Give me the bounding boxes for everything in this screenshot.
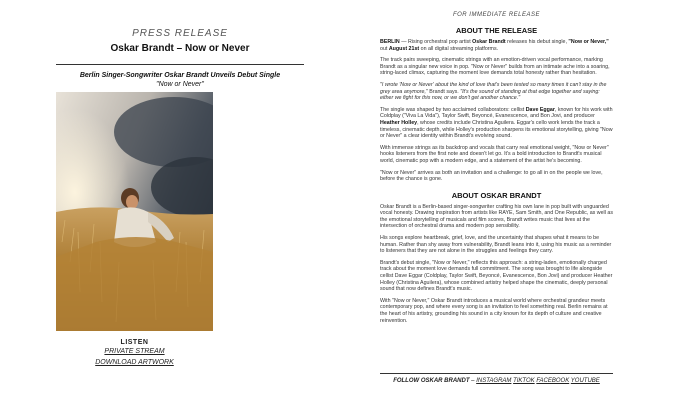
artist-name: Oskar Brandt: [472, 39, 506, 45]
text-span: The single was shaped by two acclaimed collaborators: cellist: [380, 106, 526, 113]
text-span: out: [380, 45, 389, 52]
collaborator-name: Dave Eggar: [525, 106, 555, 113]
text-span: , whose credits include Christina Aguilera. Eggar's cello work lends the track a timeless, cinematic depth, while Holley's production sharpens its emotional storytelling, giving "Now or Never" a clear identity within Brandt's evolving sound.: [380, 119, 613, 140]
quote: "It's the sound of standing at that edge together and saying: either we fight for this now, or we don't get another chance.": [380, 88, 600, 102]
release-date: August 21st: [388, 45, 420, 52]
collaborator-name: Heather Holley: [380, 119, 418, 126]
subheadline-single: "Now or Never": [156, 81, 204, 88]
listen-section: [56, 339, 213, 368]
artist-paragraph-3: Brandt's debut single, "Now or Never," reflects this approach: a string-laden, emotionally charged track about the moment love demands full commitment. The song was brought to life alongside cellist Dave Eggar (Coldplay, Taylor Swift, Beyoncé, Evanescence, Bon Jovi) and producer Heather Holley (Christina Aguilera), whose combined artistry helped shape the cinematic, deeply personal sound that now defines Brandt's music.: [380, 259, 613, 293]
text-span: releases his debut single,: [505, 39, 569, 45]
listen-heading: LISTEN: [120, 339, 149, 346]
artist-paragraph-4: With "Now or Never," Oskar Brandt introduces a musical world where orchestral grandeur meets contemporary pop, and where every song is an invitation to feel something real. Berlin remains at the heart of his artistry, grounding his sound in a city known for its depth of culture and creative reinvention.: [380, 297, 608, 324]
release-paragraph-6: "Now or Never" arrives as both an invitation and a challenge: to go all in on the people we love, before the chance is gone.: [380, 169, 603, 183]
dateline: BERLIN: [380, 39, 400, 45]
text-span: , known for his work with Coldplay ("Viva La Vida"), Taylor Swift, Beyoncé, Evanescence, and Bon Jovi, and producer: [380, 106, 613, 120]
tiktok-link[interactable]: TIKTOK: [513, 378, 535, 384]
immediate-release-label: FOR IMMEDIATE RELEASE: [452, 12, 541, 18]
download-artwork-link[interactable]: DOWNLOAD ARTWORK: [95, 359, 174, 366]
follow-label: FOLLOW OSKAR BRANDT: [393, 378, 470, 384]
left-column: [56, 0, 304, 89]
facebook-link[interactable]: FACEBOOK: [536, 378, 570, 384]
about-release-heading: ABOUT THE RELEASE: [455, 26, 538, 35]
release-paragraph-2: The track pairs sweeping, cinematic strings with an emotion-driven vocal performance, marking Brandt as a singular new voice in pop. "Now or Never" builds from an intimate ache into a soaring, string-laced climax, capturing the moment love demands total honesty rather than hesitation.: [380, 57, 610, 77]
single-name: "Now or Never,": [568, 39, 609, 45]
right-column: [380, 0, 613, 329]
text-span: — Rising orchestral pop artist: [399, 39, 473, 45]
quote: "I wrote 'Now or Never' about the kind of love that's been tested so many times it can't stay in the grey area anymore,": [380, 81, 607, 95]
subheadline: Berlin Singer-Songwriter Oskar Brandt Unveils Debut Single: [79, 72, 281, 79]
text-span: Brandt says.: [427, 88, 461, 95]
release-paragraph-3: [380, 82, 613, 102]
release-paragraph-4: [380, 107, 613, 140]
about-artist-heading: ABOUT OSKAR BRANDT: [451, 190, 542, 200]
youtube-link[interactable]: YOUTUBE: [570, 378, 600, 384]
separator: –: [469, 378, 477, 384]
instagram-link[interactable]: INSTAGRAM: [476, 378, 512, 384]
press-release-kicker: PRESS RELEASE: [132, 28, 228, 39]
private-stream-link[interactable]: PRIVATE STREAM: [104, 348, 165, 355]
artist-paragraph-2: His songs explore heartbreak, grief, love, and the uncertainty that shapes what it means to be human. Rather than shy away from vulnerability, Brandt leans into it, using his music as a reminder to listeners that they are not alone in the struggles and feelings they carry.: [380, 235, 612, 255]
artist-paragraph-1: Oskar Brandt is a Berlin-based singer-songwriter crafting his own lane in pop built with unguarded vocal honesty. Drawing inspiration from artists like RAYE, Sam Smith, and One Republic, as well as the emotional storytelling of musicals and film scores, Brandt writes music that lives at the intersection of orchestral drama and modern pop sensibility.: [380, 203, 613, 230]
page-title: Oskar Brandt – Now or Never: [110, 43, 250, 54]
cover-artwork-image: [56, 92, 213, 331]
release-paragraph-1: [380, 39, 613, 52]
social-footer: [380, 373, 613, 384]
text-span: on all digital streaming platforms.: [419, 45, 499, 52]
release-paragraph-5: With immense strings as its backdrop and vocals that carry real emotional weight, "Now or Never" hooks listeners from the first note and doesn't let go. It's a bold introduction to Brandt's musical world, cinematic pop with a modern edge, and a statement of the artist he's becoming.: [380, 144, 609, 164]
title-divider: [56, 64, 304, 65]
